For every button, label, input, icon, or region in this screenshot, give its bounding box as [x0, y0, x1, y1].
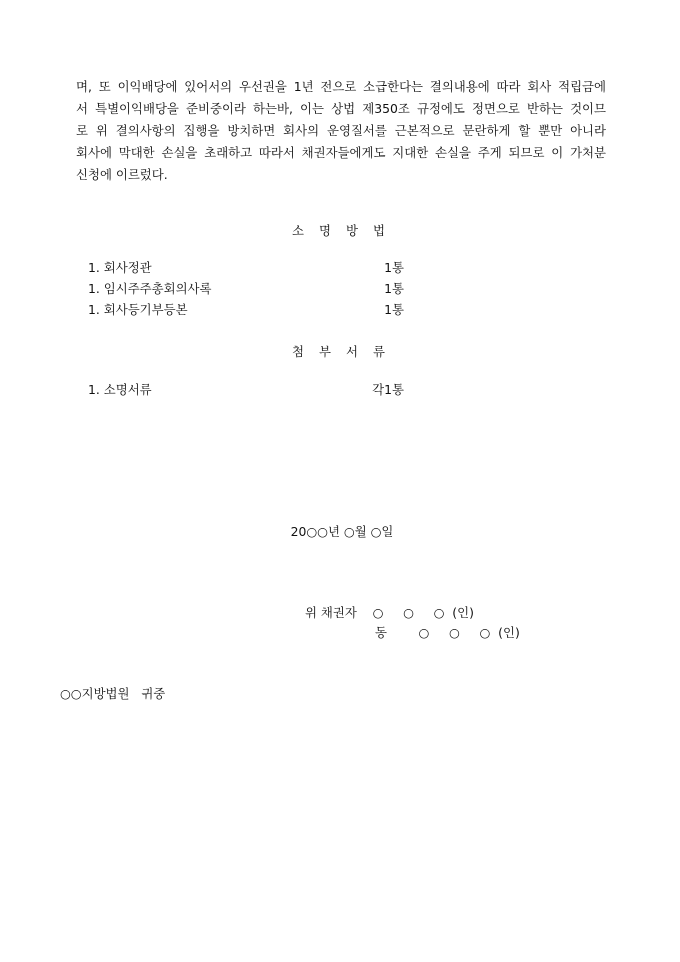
evidence-item — [88, 258, 404, 278]
paragraph-line: 로 위 결의사항의 집행을 방치하면 회사의 운영질서를 근본적으로 문란하게 할 뿐만 아니라 — [76, 123, 606, 138]
co-creditor-signature-line: 동 ○ ○ ○ (인) — [375, 625, 520, 640]
paragraph-line: 신청에 이르렀다. — [76, 167, 168, 182]
paragraph-line: 회사에 막대한 손실을 초래하고 따라서 채권자들에게도 지대한 손실을 주게 되므로 이 가처분 — [76, 145, 606, 160]
evidence-item — [88, 300, 404, 320]
evidence-item-qty: 1통 — [384, 260, 404, 275]
evidence-item-label: 1. 임시주주총회의사록 — [88, 281, 212, 296]
evidence-item-label: 1. 회사정관 — [88, 260, 152, 275]
document-date: 20○○년 ○월 ○일 — [290, 524, 394, 539]
evidence-item-qty: 1통 — [384, 302, 404, 317]
court-addressee: ○○지방법원 귀중 — [60, 686, 166, 701]
evidence-item-label: 1. 회사등기부등본 — [88, 302, 188, 317]
attachments-heading: 첨부서류 — [292, 344, 400, 359]
evidence-item-qty: 1통 — [384, 281, 404, 296]
evidence-item — [88, 279, 404, 299]
attachment-item — [88, 380, 404, 400]
evidence-heading: 소명방법 — [292, 223, 400, 238]
attachment-item-qty: 각1통 — [372, 382, 404, 397]
paragraph-line: 서 특별이익배당을 준비중이라 하는바, 이는 상법 제350조 규정에도 정면으로 반하는 것이므 — [76, 101, 606, 116]
paragraph-line: 며, 또 이익배당에 있어서의 우선권을 1년 전으로 소급한다는 결의내용에 따라 회사 적립금에 — [76, 79, 606, 94]
attachment-item-label: 1. 소명서류 — [88, 382, 152, 397]
creditor-signature-line: 위 채권자 ○ ○ ○ (인) — [305, 605, 474, 620]
